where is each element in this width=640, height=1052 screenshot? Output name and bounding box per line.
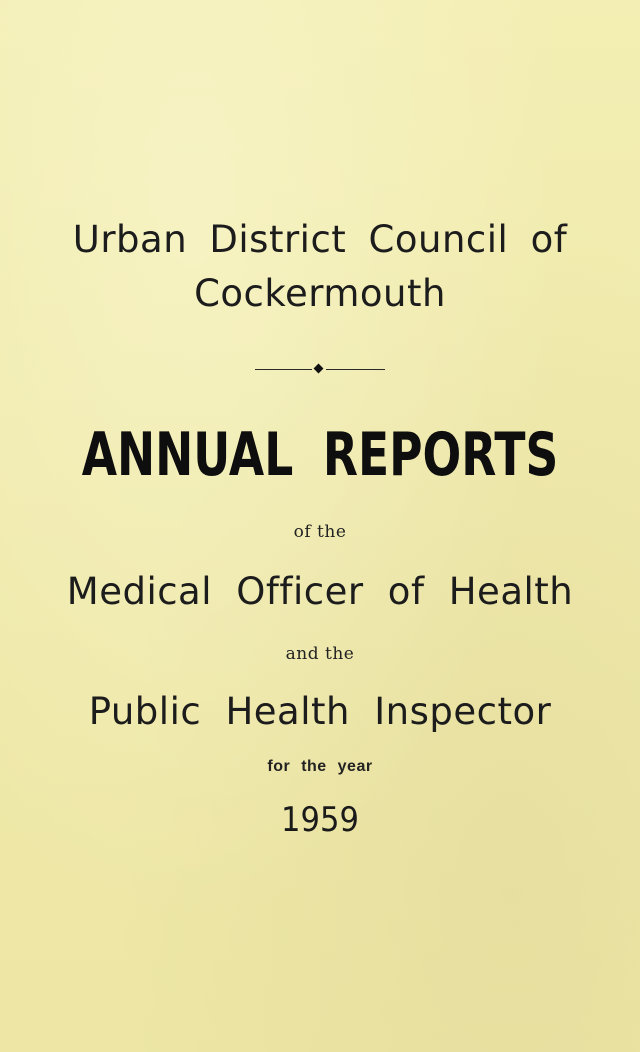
for-the-year-label: for the year	[267, 758, 373, 775]
divider-rule-left	[255, 369, 312, 370]
subject-medical-officer: Medical Officer of Health	[66, 570, 574, 613]
council-name-line-2: Cockermouth	[194, 272, 446, 315]
council-name-line-1: Urban District Council of	[72, 218, 568, 261]
report-title: ANNUAL REPORTS	[81, 420, 559, 490]
diamond-divider-icon	[255, 362, 385, 376]
diamond-icon	[314, 364, 324, 374]
connector-and-the: and the	[285, 644, 355, 664]
report-year: 1959	[281, 800, 359, 840]
subject-public-health-inspector: Public Health Inspector	[88, 690, 552, 733]
divider-rule-right	[326, 369, 385, 370]
connector-of-the: of the	[293, 522, 347, 542]
